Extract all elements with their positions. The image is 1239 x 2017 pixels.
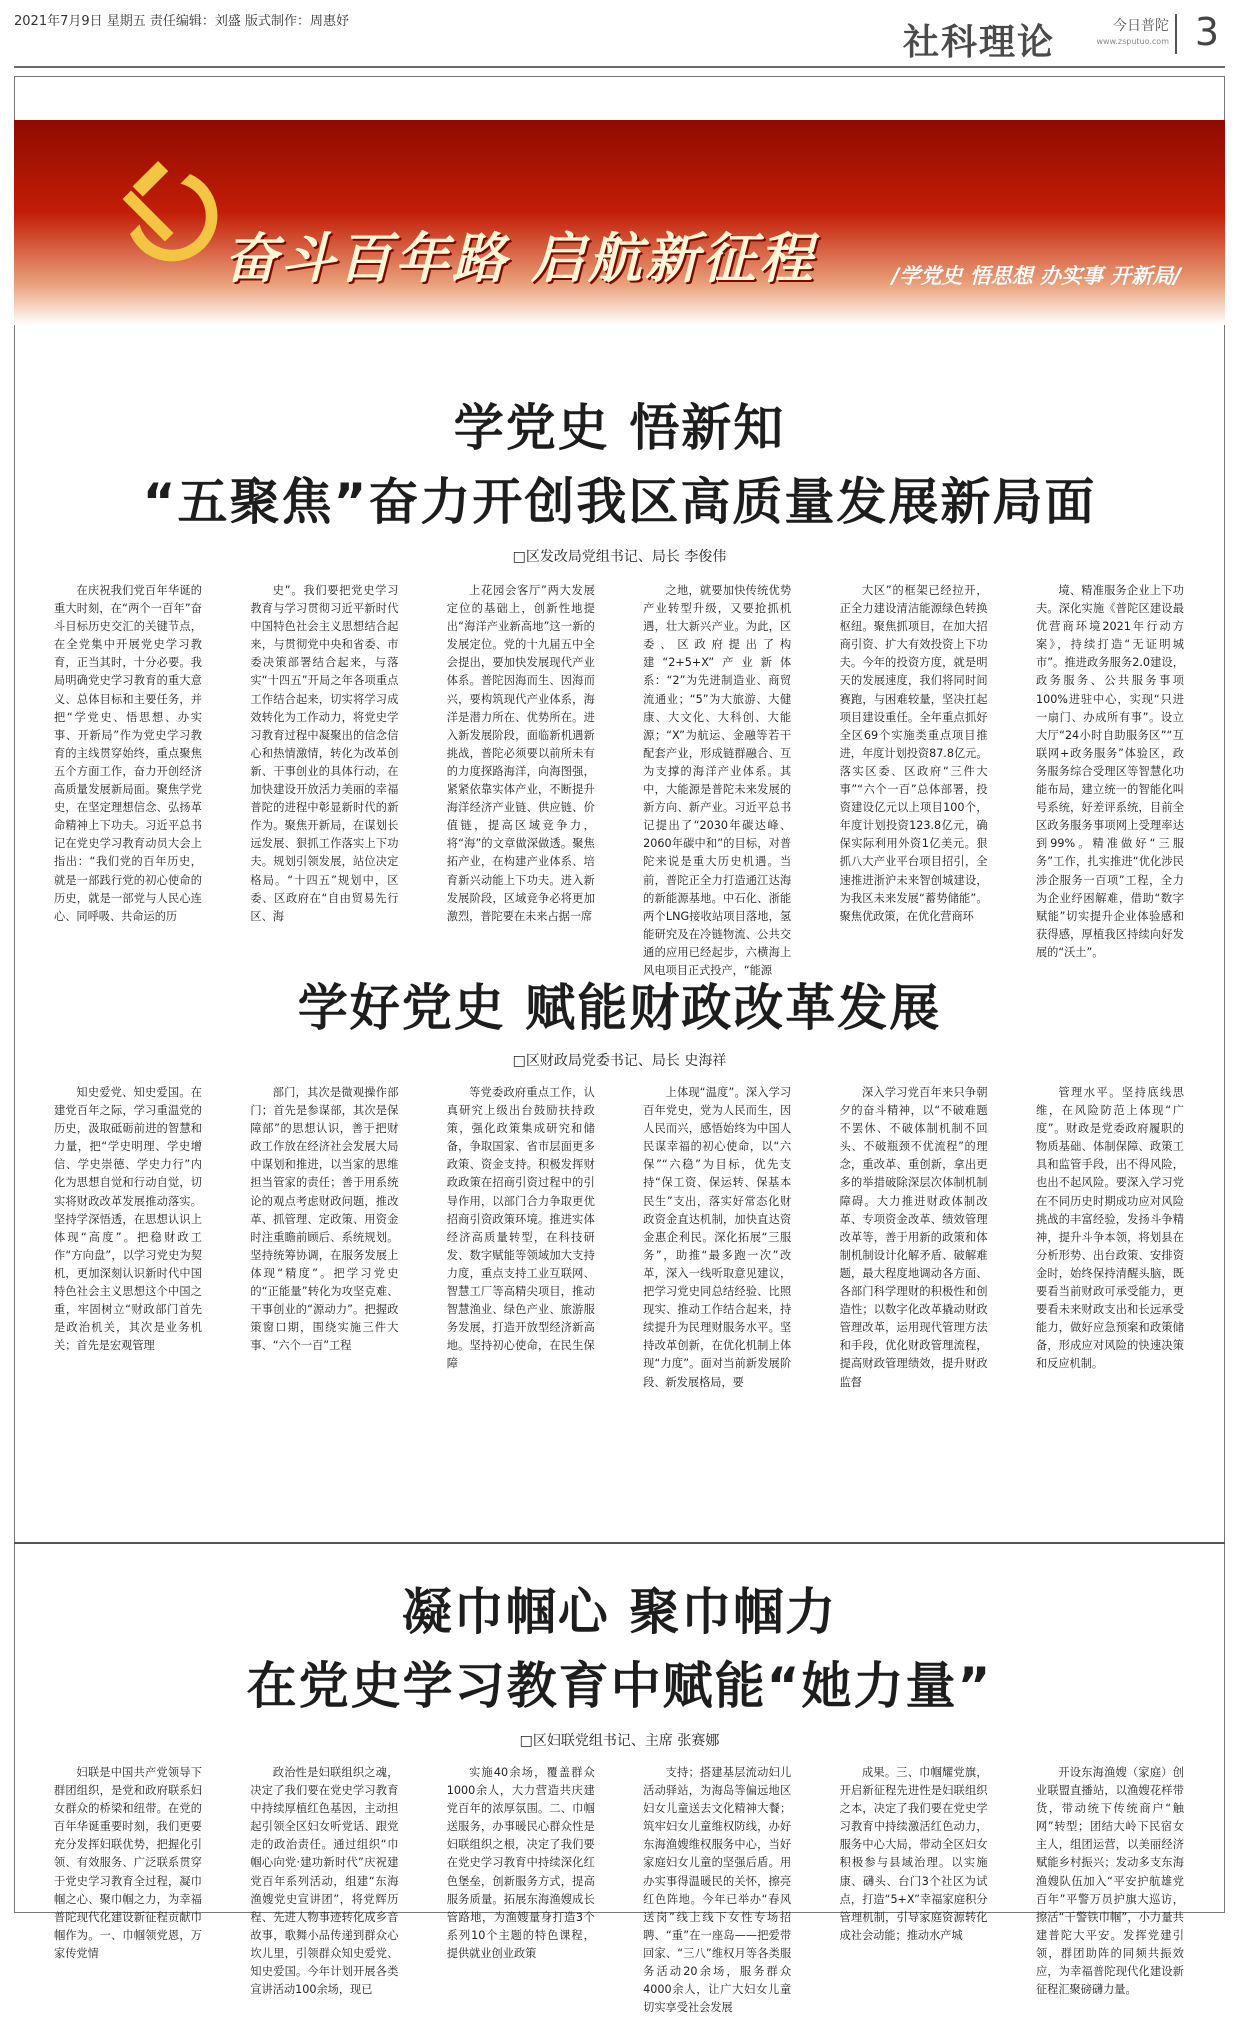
article3-body	[54, 1764, 1184, 2015]
article1-column-2: 史”。我们要把党史学习教育与学习贯彻习近平新时代中国特色社会主义思想结合起来，与贯彻党中央和省委、市委决策部署结合起来，与落实“十四五”开局之年各项重点工作结合起来，切实将学习成效转化为工作动力，将党史学习教育过程中凝聚出的信念信心和热情激情，转化为改革创新、干事创业的具体行动，在加快建设开放活力美丽的幸福普陀的进程中彰显新时代的新作为。聚焦开新局，在谋划长远发展、狠抓工作落实上下功夫。规划引领发展，站位决定格局。“十四五”规划中，区委、区政府在“自由贸易先行区、海	[250, 584, 399, 923]
logo-text: 今日普陀	[1113, 18, 1169, 34]
article2-column-3: 等党委政府重点工作，认真研究上级出台鼓励扶持政策，强化政策集成研究和储备，争取国家、省市层面更多政策、资金支持。积极发挥财政政策在招商引资过程中的引导作用，以部门合力争取更优招商引资政策环境。推进实体经济高质量转型，在科技研发、数字赋能等领域加大支持力度，重点支持工业互联网、智慧工厂等高精尖项目，推动智慧渔业、绿色产业、旅游服务发展，打造开放型经济新高地。坚持初心使命，在民生保障	[446, 1086, 595, 1371]
logo-url: www.zsputuo.com	[1096, 37, 1169, 46]
page-header	[14, 0, 1225, 68]
article3-column-4: 支持；搭建基层流动妇儿活动驿站，为海岛等偏远地区妇女儿童送去文化精神大餐；筑牢妇女儿童维权防线，办好东海渔嫂维权服务中心，当好家庭妇女儿童的坚强后盾。用办实事得温暖民的关怀，擦亮红色阵地。今年已举办“春风送岗”线上线下女性专场招聘、“重”在一座岛——把爱带回家、“三八”维权月等各类服务活动20余场，服务群众4000余人，让广大妇女儿童切实享受社会发展	[643, 1766, 792, 2015]
article1-title-line2: “五聚焦”奋力开创我区高质量发展新局面	[142, 473, 1097, 531]
article1-body	[54, 582, 1184, 977]
article1-column-4: 之地，就要加快传统优势产业转型升级，又要抢抓机遇，壮大新兴产业。为此，区委、区政府提出了构建“2+5+X”产业新体系：“2”为先进制造业、商贸流通业；“5”为大旅游、大健康、大文化、大科创、大能源；“X”为航运、金融等若干配套产业，形成链群融合、互为支撑的海洋产业体系。其中，大能源是普陀未来发展的新方向、新产业。习近平总书记提出了“2030年碳达峰、2060年碳中和”的目标，对普陀来说是重大历史机遇。当前，普陀正全力打造通江达海的新能源基地。中石化、浙能两个LNG接收站项目落地，氢能研究及在冷链物流、公共交通的应用已经起步，六横海上风电项目正式投产，“能源	[643, 584, 792, 977]
article2-byline: □区财政局党委书记、局长 史海祥	[512, 1053, 727, 1069]
article2-body	[54, 1084, 1184, 1522]
article2-column-5: 深入学习党百年来只争朝夕的奋斗精神，以“不破难题不罢休、不破体制机制不回头、不破瓶颈不优流程”的理念，重改革、重创新，拿出更多的举措破除深层次体制机制障碍。大力推进财政体制改革、专项资金改革、绩效管理改革等，善于用新的政策和体制机制设计化解矛盾、破解难题，最大程度地调动各方面、各部门科学理财的积极性和创造性；以数字化改革撬动财政管理改革，运用现代管理方法和手段，优化财政管理流程，提高财政管理绩效，提升财政监督	[839, 1086, 988, 1389]
issue-meta: 2021年7月9日 星期五 责任编辑：刘盛 版式制作：周惠妤	[14, 14, 350, 29]
banner	[14, 120, 1225, 325]
header-divider	[1175, 14, 1177, 54]
article1-column-1: 在庆祝我们党百年华诞的重大时刻，在“两个一百年”奋斗目标历史交汇的关键节点，在全党集中开展党史学习教育，正当其时，十分必要。我局明确党史学习教育的重大意义、总体目标和主要任务，并把“学党史、悟思想、办实事、开新局”作为党史学习教育的主线贯穿始终，重点聚焦五个方面工作，奋力开创经济高质量发展新局面。聚焦学党史，在坚定理想信念、弘扬革命精神上下功夫。习近平总书记在党史学习教育动员大会上指出：“我们党的百年历史，就是一部践行党的初心使命的历史，就是一部党与人民心连心、同呼吸、共命运的历	[54, 584, 202, 923]
hammer-sickle-icon	[106, 150, 226, 270]
article1-title-line1: 学党史 悟新知	[453, 399, 786, 457]
article2-column-1: 知史爱党、知史爱国。在建党百年之际，学习重温党的历史，汲取砥砺前进的智慧和力量，把“学史明理、学史增信、学史崇德、学史力行”内化为思想自觉和行动自觉，切实将财政改革发展推动落实。坚持学深悟透，在思想认识上体现“高度”。把稳财政工作“方向盘”，以学习党史为契机，更加深刻认识新时代中国特色社会主义思想这个中国之重，牢固树立“财政部门首先是政治机关，其次是业务机关；首先是宏观管理	[54, 1086, 202, 1353]
article3-column-1: 妇联是中国共产党领导下群团组织，是党和政府联系妇女群众的桥梁和纽带。在党的百年华诞重要时刻，我们更要充分发挥妇联优势，把握化引领、有效服务、广泛联系贯穿于党史学习教育全过程，凝巾帼之心、聚巾帼之力，为幸福普陀现代化建设新征程贡献巾帼作为。一、巾帼领党恩，万家传党情	[54, 1766, 202, 1960]
article1-byline: □区发改局党组书记、局长 李俊伟	[512, 549, 727, 565]
article3-byline: □区妇联党组书记、主席 张赛娜	[519, 1733, 720, 1749]
banner-tagline: /学党史 悟思想 办实事 开新局/	[891, 264, 1181, 288]
article3-title-line2: 在党史学习教育中赋能“她力量”	[246, 1657, 993, 1715]
article2-column-4: 上体现“温度”。深入学习百年党史，党为人民而生，因人民而兴，感悟始终为中国人民谋幸福的初心使命，以“六保”“六稳”为目标，优先支持“保工资、保运转、保基本民生”支出，落实好常态化财政资金直达机制，加快直达资金惠企利民。深化拓展“三服务”，助推“最多跑一次”改革，深入一线听取意见建议，把学习党史同总结经验、比照现实、推动工作结合起来，持续提升为民理财服务水平。坚持改革创新，在优化机制上体现“力度”。面对当前新发展阶段、新发展格局，要	[643, 1086, 792, 1389]
article3-column-3: 实施40余场，覆盖群众1000余人，大力营造共庆建党百年的浓厚氛围。二、巾帼送服务，办事暖民心群众性是妇联组织之根，决定了我们要在党史学习教育中持续深化红色堡垒，创新服务方式，提高服务质量。拓展东海渔嫂成长管路地，为渔嫂量身打造3个系列10个主题的特色课程，提供就业创业政策	[446, 1766, 595, 1960]
newspaper-logo	[1096, 18, 1169, 50]
article2-column-2: 部门，其次是微观操作部门；首先是参谋部，其次是保障部”的思想认识，善于把财政工作放在经济社会发展大局中谋划和推进，以当家的思维担当管家的责任；善于用系统论的观点考虑财政问题，推改革、抓管理、定政策、用资金时注重瞻前顾后、系统规划。坚持统筹协调，在服务发展上体现“精度”。把学习党史的“正能量”转化为攻坚克难、干事创业的“源动力”。把握政策窗口期，围绕实施三件大事、“六个一百”工程	[250, 1086, 399, 1353]
banner-slogan: 奋斗百年路 启航新征程	[224, 227, 816, 290]
article2-column-6: 管理水平。坚持底线思维，在风险防范上体现“广度”。财政是党委政府履职的物质基础、体制保障、政策工具和监管手段，出不得风险，也出不起风险。要深入学习党在不同历史时期成功应对风险挑战的丰富经验，发扬斗争精神，提升斗争本领，将划县在分析形势、出台政策、安排资金时，始终保持清醒头脑，既要看当前财政可承受能力，更要看未来财政支出和长远承受能力，做好应急预案和政策储备，形成应对风险的快速决策和反应机制。	[1035, 1086, 1184, 1371]
article1-column-6: 境、精准服务企业上下功夫。深化实施《普陀区建设最优营商环境2021年行动方案》，持续打造“无证明城市”。推进政务服务2.0建设，政务服务、公共服务事项100%进驻中心，实现“只进一扇门、办成所有事”。设立大厅“24小时自助服务区”“互联网+政务服务”体验区，政务服务综合受理区等智慧化功能布局，建立统一的智能化叫号系统，好差评系统，目前全区政务服务事项网上受理率达到99%。精准做好“三服务”工作，扎实推进“优化涉民涉企服务一百项”工程，全力为企业纾困解难，借助“数字赋能”切实提升企业体验感和获得感，厚植我区持续向好发展的“沃土”。	[1035, 584, 1184, 959]
article3-title-line1: 凝巾帼心 聚巾帼力	[401, 1583, 838, 1641]
article3-column-5: 成果。三、巾帼耀党旗，开启新征程先进性是妇联组织之本，决定了我们要在党史学习教育中持续激活红色动力，服务中心大局，带动全区妇女积极参与县域治理。以实施康、礴头、台门3个社区为试点，打造“5+X”幸福家庭积分管理机制，引导家庭资源转化成社会动能；推动水产城	[839, 1766, 988, 1942]
article3-column-2: 政治性是妇联组织之魂，决定了我们要在党史学习教育中持续厚植红色基因，主动担起引领全区妇女听党话、跟党走的政治责任。通过组织“巾帼心向党·建功新时代”庆祝建党百年系列活动，组建“东海渔嫂党史宣讲团”，将党辉历程、先进人物事迹转化成乡音故事，歌舞小品传递到群众心坎儿里，引领群众知史爱党、知史爱国。今年计划开展各类宣讲活动100余场，现已	[250, 1766, 399, 1997]
article1-column-3: 上花园会客厅”两大发展定位的基础上，创新性地提出“海洋产业新高地”这一新的发展定位。党的十九届五中全会提出，要加快发展现代产业体系。普陀因海而生、因海而兴，要构筑现代产业体系，海洋是潜力所在、优势所在。进入新发展阶段，面临新机遇新挑战，普陀必须要以前所未有的力度探路海洋，向海图强，紧紧依靠实体产业，不断提升海洋经济产业链、供应链、价值链，提高区域竞争力，将“海”的文章做深做透。聚焦拓产业，在构建产业体系、培育新兴动能上下功夫。进入新发展阶段，区域竞争必将更加激烈，普陀要在未来占据一席	[446, 584, 595, 923]
section-title: 社科理论	[902, 22, 1055, 63]
article3-column-6: 开设东海渔嫂（家庭）创业联盟直播站，以渔嫂花样带货，带动统下传统商户“触网”转型；团结大岭下民宿女主人，组团运营，以美丽经济赋能乡村振兴；发动多支东海渔嫂队伍加入“平安护航雄党百年”平警万员护旗大巡访，擦活“干警铁巾帼”，小力量共建普陀大平安。发挥党建引领，群团助阵的同频共振效应，为幸福普陀现代化建设新征程汇聚磅礴力量。	[1035, 1766, 1184, 1997]
page-number: 3	[1194, 10, 1219, 54]
article-divider	[14, 1542, 1225, 1544]
article1-column-5: 大区”的框架已经拉开，正全力建设清洁能源绿色转换枢纽。聚焦抓项目，在加大招商引资、扩大有效投资上下功夫。今年的投资方度，就是明天的发展速度，我们将同时间赛跑，与困难较量，坚决扛起项目建设重任。全年重点抓好全区69个实施类重点项目推进，年度计划投资87.8亿元。落实区委、区政府“三件大事”“六个一百”总体部署，投资建设亿元以上项目100个，年度计划投资123.8亿元，确保实际利用外资1亿美元。狠抓八大产业平台项目招引，全速推进浙沪未来智创城建设，为我区未来发展“蓄势储能”。聚焦优政策，在优化营商环	[839, 584, 988, 923]
article2-title: 学好党史 赋能财政改革发展	[297, 979, 942, 1037]
